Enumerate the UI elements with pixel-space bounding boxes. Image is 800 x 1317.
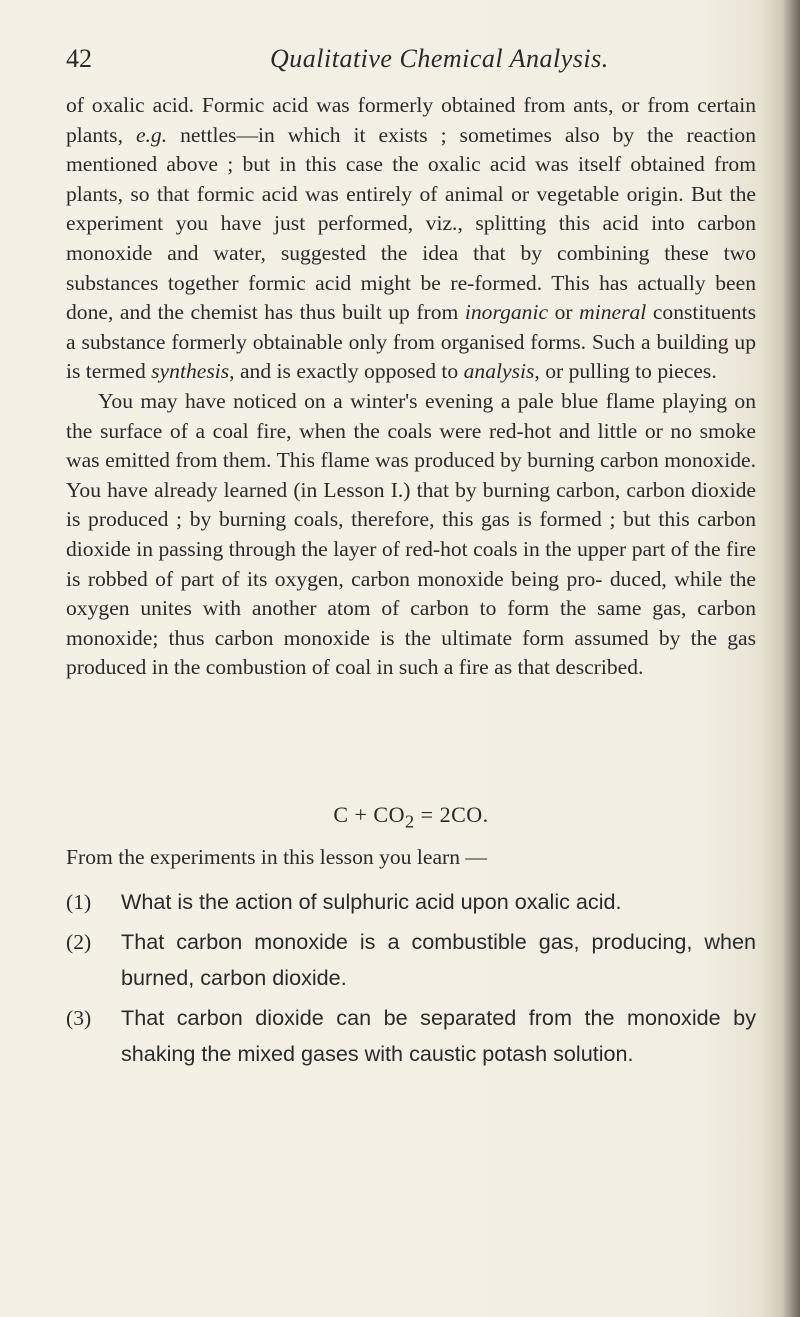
body-text [66, 91, 756, 683]
list-item-text: That carbon dioxide can be separated from the monoxide by shaking the mixed gases with caustic potash solution. [121, 1005, 756, 1066]
list-item-text: What is the action of sulphuric acid upon oxalic acid. [121, 889, 622, 914]
text-run: , or pulling to pieces. [534, 359, 717, 384]
list-item-text: That carbon monoxide is a combustible gas, producing, when burned, carbon dioxide. [121, 929, 756, 990]
list-item [66, 884, 756, 920]
italic-analysis: analysis [463, 359, 535, 384]
page-header [66, 44, 746, 84]
equation-right: = 2CO. [414, 802, 489, 827]
list-item [66, 924, 756, 996]
paragraph-blue-flame: You may have noticed on a winter's evening a pale blue flame playing on the surface of a coal fire, when the coals were red-hot and little or no smoke was emitted from them. This flame was produced by burning carbon monoxide. You have already learned (in Lesson I.) that by burning carbon, carbon dioxide is produced ; by burning coals, therefore, this gas is formed ; but this carbon dioxide in passing through the layer of red-hot coals in the upper part of the fire is robbed of part of its oxygen, carbon monoxide being pro- duced, while the oxygen unites with another atom of carbon to form the same gas, carbon monoxide; thus carbon monoxide is the ultimate form assumed by the gas produced in the combustion of coal in such a fire as that described. [66, 388, 756, 680]
equation-left: C + CO [333, 802, 405, 827]
summary-intro: From the experiments in this lesson you learn — [66, 845, 488, 869]
text-run: of oxalic acid. Formic acid was formerly obtained from ants, or from certain plants, [66, 93, 756, 147]
paragraph-formic-acid [66, 91, 756, 387]
list-item [66, 1000, 756, 1072]
page-edge-shadow [782, 0, 800, 1317]
running-title: Qualitative Chemical Analysis. [270, 44, 609, 73]
italic-inorganic: inorganic [464, 300, 549, 325]
page-number: 42 [66, 44, 92, 73]
italic-mineral: mineral [579, 300, 647, 325]
text-run: constituents a substance formerly obtainable only from organised forms. Such a building up is termed [66, 300, 756, 384]
text-run: or [548, 300, 580, 325]
italic-synthesis: synthesis [151, 359, 230, 384]
equation-subscript: 2 [405, 811, 415, 832]
chemical-equation [66, 800, 756, 836]
list-item-number: (1) [66, 890, 92, 914]
list-item-number: (2) [66, 930, 92, 954]
text-run: nettles—in which it exists ; sometimes also by the reaction mentioned above ; but in this case the oxalic acid was itself obtained from plants, so that formic acid was entirely of animal or vegetable origin. But the experiment you have just performed, viz., splitting this acid into carbon monoxide and water, suggested the idea that by combining these two substances together formic acid might be re-formed. This has actually been done, and the chemist has thus built up from [66, 122, 756, 325]
italic-eg: e.g. [135, 122, 168, 147]
summary-list [66, 884, 756, 1076]
text-run: , and is exactly opposed to [229, 359, 464, 384]
list-item-number: (3) [66, 1006, 92, 1030]
